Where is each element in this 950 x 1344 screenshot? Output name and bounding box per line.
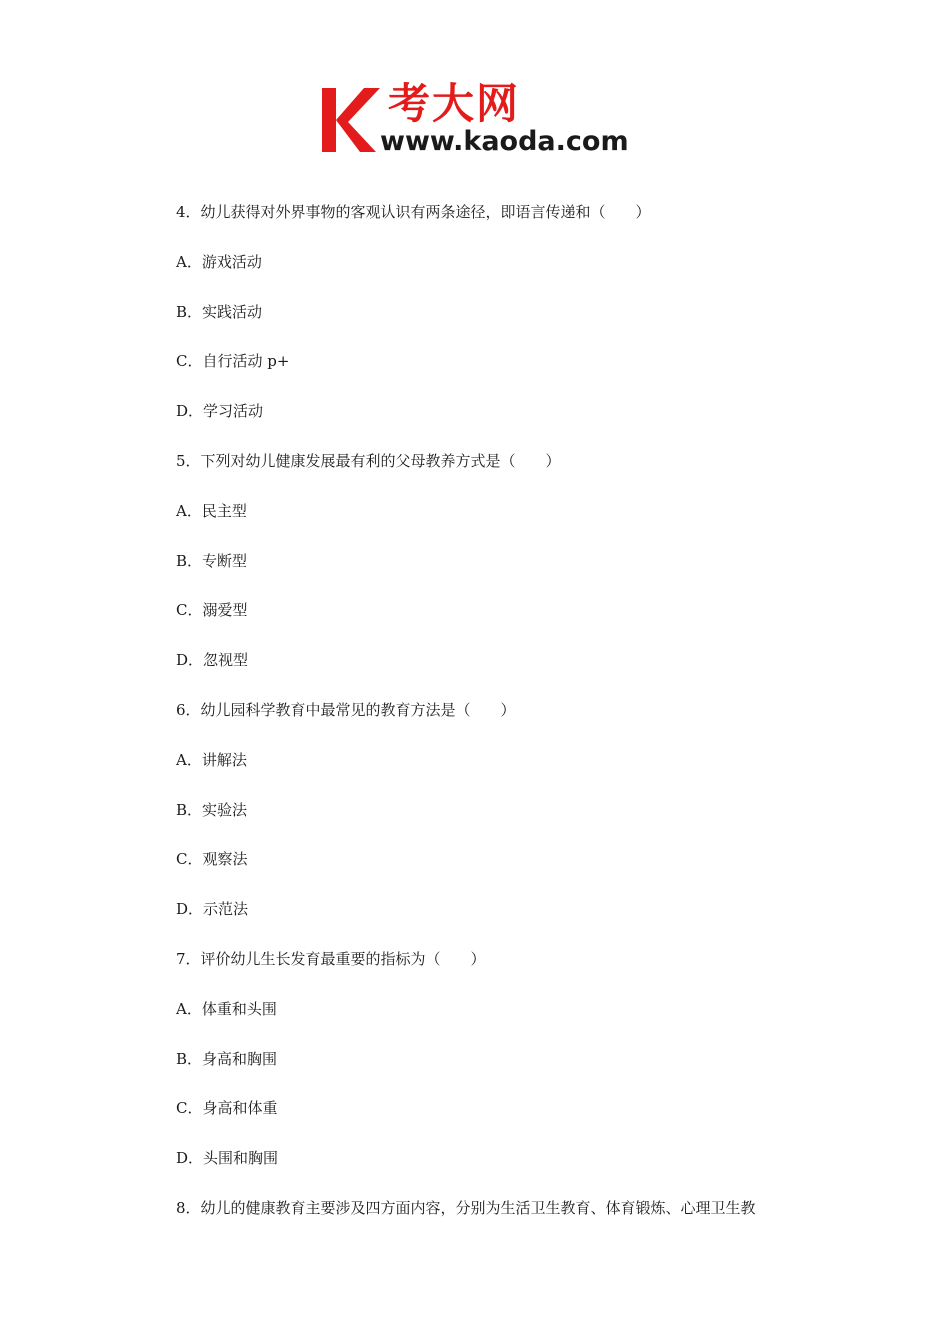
option-7a: A．体重和头围	[176, 999, 277, 1018]
option-5d: D．忽视型	[176, 651, 249, 670]
option-4d: D．学习活动	[176, 402, 264, 421]
option-4c: C．自行活动 p+	[176, 352, 290, 371]
option-6b: B．实验法	[176, 800, 248, 819]
question-stem-8: 8．幼儿的健康教育主要涉及四方面内容，分别为生活卫生教育、体育锻炼、心理卫生教	[176, 1198, 756, 1217]
option-5c: C．溺爱型	[176, 601, 248, 620]
k-logo-icon	[318, 86, 382, 154]
logo-brand-text: 考大网	[388, 79, 521, 128]
option-4b: B．实践活动	[176, 302, 263, 321]
option-6c: C．观察法	[176, 850, 248, 869]
kaoda-logo	[318, 79, 638, 162]
option-7c: C．身高和体重	[176, 1099, 278, 1118]
option-7d: D．头围和胸围	[176, 1149, 279, 1168]
option-7b: B．身高和胸围	[176, 1049, 278, 1068]
option-4a: A．游戏活动	[176, 252, 262, 271]
question-stem-5: 5．下列对幼儿健康发展最有利的父母教养方式是（ ）	[176, 451, 561, 470]
question-stem-4: 4．幼儿获得对外界事物的客观认识有两条途径，即语言传递和（ ）	[176, 203, 651, 221]
question-list	[176, 198, 836, 1244]
option-5b: B．专断型	[176, 551, 248, 570]
option-6a: A．讲解法	[176, 750, 247, 769]
question-stem-7: 7．评价幼儿生长发育最重要的指标为（ ）	[176, 949, 486, 968]
option-5a: A．民主型	[176, 501, 247, 520]
logo-url-text: www.kaoda.com	[380, 126, 629, 157]
question-stem-6: 6．幼儿园科学教育中最常见的教育方法是（ ）	[176, 700, 516, 719]
option-6d: D．示范法	[176, 900, 249, 919]
